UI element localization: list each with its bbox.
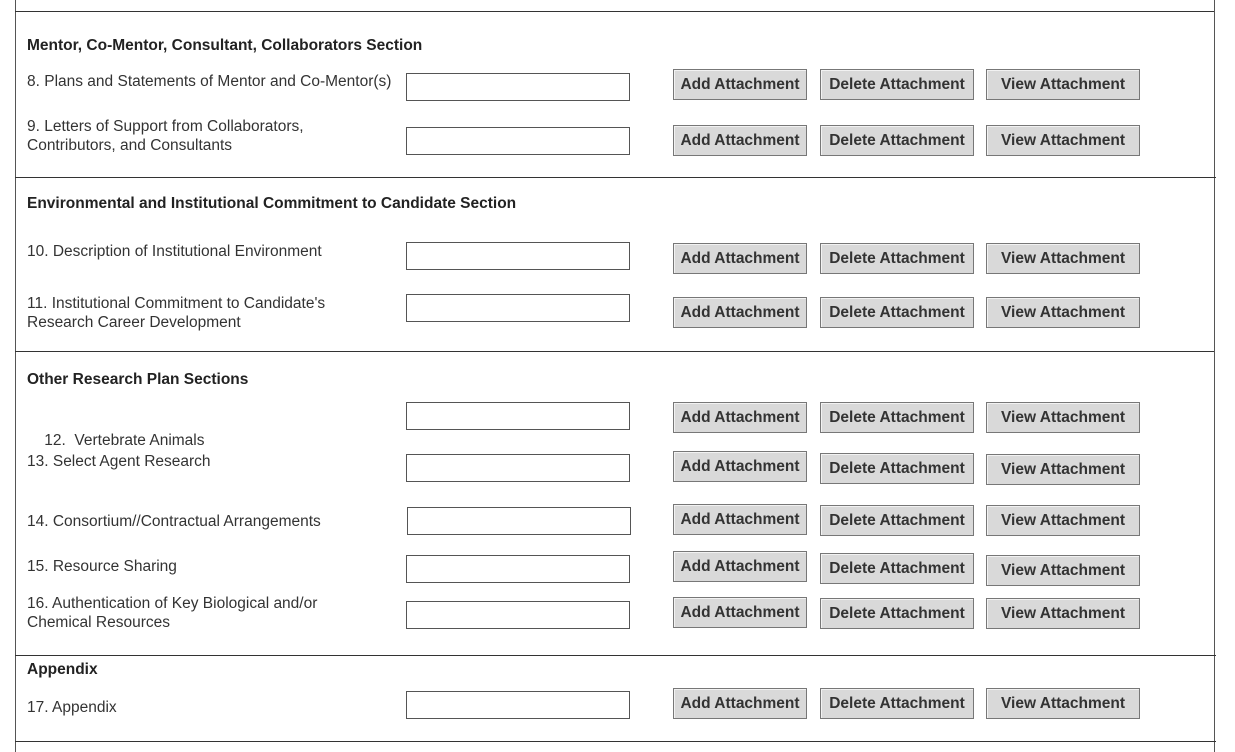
row-label [27,452,211,471]
attachment-filename-field[interactable] [406,294,630,322]
divider [15,351,1214,352]
row-label-line: 12. Vertebrate Animals [44,432,205,449]
left-border [15,0,16,752]
row-label-line: 17. Appendix [27,699,117,716]
divider [15,655,1216,656]
row-label [27,698,117,717]
attachment-filename-field[interactable] [406,127,630,155]
right-border [1214,0,1215,752]
divider [15,177,1216,178]
attachment-filename-field[interactable] [406,73,630,101]
section-title-other-research: Other Research Plan Sections [27,371,249,388]
view-attachment-button[interactable]: View Attachment [986,454,1140,485]
add-attachment-button[interactable]: Add Attachment [673,243,807,274]
section-title-environmental: Environmental and Institutional Commitment to Candidate Section [27,195,517,212]
add-attachment-button[interactable]: Add Attachment [673,69,807,100]
section-title-mentor: Mentor, Co-Mentor, Consultant, Collaborators Section [27,37,423,54]
attachment-filename-field[interactable] [406,402,630,430]
row-label-line: 14. Consortium//Contractual Arrangements [27,513,321,530]
row-label-line: Contributors, and Consultants [27,137,233,154]
add-attachment-button[interactable]: Add Attachment [673,551,807,582]
delete-attachment-button[interactable]: Delete Attachment [820,453,974,484]
row-label-line: Research Career Development [27,314,241,331]
row-label-line: 16. Authentication of Key Biological and/or [27,595,318,612]
divider [15,11,1214,12]
row-label-line: 15. Resource Sharing [27,558,177,575]
row-label [27,72,391,91]
view-attachment-button[interactable]: View Attachment [986,125,1140,156]
row-label [27,512,321,531]
delete-attachment-button[interactable]: Delete Attachment [820,598,974,629]
add-attachment-button[interactable]: Add Attachment [673,451,807,482]
delete-attachment-button[interactable]: Delete Attachment [820,243,974,274]
add-attachment-button[interactable]: Add Attachment [673,504,807,535]
row-label-line: 11. Institutional Commitment to Candidate's [27,295,326,312]
row-label [27,557,177,576]
add-attachment-button[interactable]: Add Attachment [673,597,807,628]
row-label [27,294,325,332]
delete-attachment-button[interactable]: Delete Attachment [820,505,974,536]
delete-attachment-button[interactable]: Delete Attachment [820,402,974,433]
attachment-filename-field[interactable] [406,555,630,583]
add-attachment-button[interactable]: Add Attachment [673,125,807,156]
row-label-line: 13. Select Agent Research [27,453,211,470]
view-attachment-button[interactable]: View Attachment [986,243,1140,274]
attachment-filename-field[interactable] [406,601,630,629]
row-label [27,594,317,632]
view-attachment-button[interactable]: View Attachment [986,598,1140,629]
delete-attachment-button[interactable]: Delete Attachment [820,553,974,584]
row-label-line: 8. Plans and Statements of Mentor and Co-Mentor(s) [27,73,392,90]
row-label [27,242,322,261]
view-attachment-button[interactable]: View Attachment [986,297,1140,328]
row-label-line: Chemical Resources [27,614,170,631]
add-attachment-button[interactable]: Add Attachment [673,402,807,433]
add-attachment-button[interactable]: Add Attachment [673,688,807,719]
attachment-filename-field[interactable] [406,691,630,719]
view-attachment-button[interactable]: View Attachment [986,402,1140,433]
delete-attachment-button[interactable]: Delete Attachment [820,125,974,156]
row-label [27,117,304,155]
row-label-line: 9. Letters of Support from Collaborators, [27,118,304,135]
section-title-appendix: Appendix [27,661,98,678]
delete-attachment-button[interactable]: Delete Attachment [820,69,974,100]
view-attachment-button[interactable]: View Attachment [986,69,1140,100]
view-attachment-button[interactable]: View Attachment [986,555,1140,586]
row-label-line: 10. Description of Institutional Environment [27,243,322,260]
view-attachment-button[interactable]: View Attachment [986,505,1140,536]
delete-attachment-button[interactable]: Delete Attachment [820,297,974,328]
delete-attachment-button[interactable]: Delete Attachment [820,688,974,719]
attachment-filename-field[interactable] [406,454,630,482]
add-attachment-button[interactable]: Add Attachment [673,297,807,328]
divider [15,741,1216,742]
attachment-filename-field[interactable] [406,242,630,270]
attachment-filename-field[interactable] [407,507,631,535]
view-attachment-button[interactable]: View Attachment [986,688,1140,719]
